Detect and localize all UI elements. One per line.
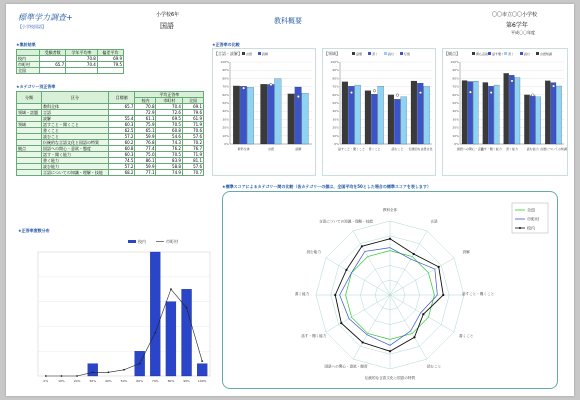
category-col-group: 平均正答率: [135, 92, 204, 98]
y-tick-label: 60%: [332, 92, 339, 97]
bar: [355, 85, 361, 144]
y-tick-label: 20%: [452, 125, 459, 130]
radar-axis-label: 話すこと・聞くこと: [461, 292, 495, 296]
category-cell-school: 75.0: [135, 152, 156, 158]
x-tick-label: 言語についての知識: [540, 147, 568, 151]
category-cell-city: 69.5: [156, 116, 182, 122]
radar-axis-label: 読解: [462, 250, 470, 254]
radar-point: [389, 238, 391, 240]
point: [139, 363, 141, 365]
category-cell-std: 57.2: [109, 164, 135, 170]
category-cell-nation: 76.7: [182, 146, 203, 152]
bar: [233, 86, 240, 144]
y-tick-label: 40%: [222, 109, 229, 114]
radar-axis-label: 読む能力: [306, 250, 321, 254]
radar-point: [422, 313, 424, 315]
bar: [488, 86, 493, 144]
category-cell-school: 77.4: [135, 146, 156, 152]
legend-swatch: [472, 52, 475, 55]
target-marker: [350, 91, 353, 94]
legend-label-school: 校内: [138, 239, 146, 244]
legend-label: 書く: [372, 52, 379, 56]
radar-point: [362, 341, 364, 343]
summary-cell: [97, 68, 123, 74]
radar-axis-label: 国語への関心・意欲・態度: [324, 364, 368, 369]
category-cell-city: 70.4: [156, 104, 182, 110]
summary-table: [16, 49, 124, 74]
legend-swatch-school: [128, 240, 136, 243]
radar-spoke: [390, 231, 427, 295]
y-tick-label: 50%: [452, 101, 459, 105]
radar-legend: [512, 203, 548, 233]
x-tick-label: 話すこと・聞くこと: [337, 147, 366, 151]
compare-legend: [352, 51, 410, 56]
radar-axis-label: 教科全体: [382, 208, 398, 212]
bar: [88, 364, 98, 376]
y-tick-label: 20%: [222, 125, 229, 130]
compare-legend: [242, 51, 268, 56]
legend-label: 話す聞く: [492, 52, 505, 56]
bar: [524, 95, 529, 144]
y-tick-label: 30%: [222, 117, 229, 122]
summary-cell: 65.7: [40, 62, 66, 68]
y-tick-label: 100%: [450, 60, 459, 64]
y-tick-label: 0%: [334, 142, 339, 146]
bar: [462, 81, 467, 144]
radar-axis-label: 伝統的な言語文化と国語の特質: [364, 376, 416, 380]
legend-label: 関心意欲: [476, 52, 489, 56]
summary-cell: 79.5: [97, 62, 123, 68]
grade-label: 小学校6年: [156, 12, 180, 18]
legend-swatch: [400, 52, 403, 55]
bar: [530, 96, 535, 144]
target-marker: [270, 83, 273, 86]
category-cell-area: 領域・話題: [17, 110, 42, 116]
legend-label: 校内: [527, 225, 535, 231]
category-cell-school: 59.9: [135, 164, 156, 170]
category-cell-kubun: 読むこと: [42, 134, 109, 140]
x-tick-label: 90%: [183, 379, 190, 383]
bar: [247, 87, 254, 144]
radar-point: [334, 294, 336, 296]
bar: [411, 81, 417, 144]
x-tick-label: 50%: [120, 379, 128, 383]
y-tick-label: 70%: [222, 84, 229, 89]
legend-marker: [519, 227, 521, 229]
category-cell-school: 61.1: [135, 116, 156, 122]
y-tick-label: 30%: [332, 117, 339, 122]
bar: [424, 86, 430, 144]
bar: [342, 82, 348, 144]
center-title: 教科概要: [274, 17, 302, 25]
bar: [401, 97, 407, 144]
legend-swatch: [258, 52, 261, 55]
x-tick-label: 60%: [136, 379, 143, 383]
category-cell-city: 74.9: [156, 170, 182, 176]
legend-label: 言語: [246, 52, 253, 56]
category-cell-city: 70.5: [156, 122, 182, 128]
category-cell-city: 58.8: [156, 164, 182, 170]
x-tick-label: 教科全体: [237, 147, 250, 151]
category-cell-area: 領域: [17, 122, 42, 128]
category-cell-area: 観点: [17, 146, 42, 152]
legend-swatch: [488, 52, 491, 55]
bar: [240, 86, 247, 144]
y-tick-label: 70%: [332, 84, 339, 89]
report-title: 標準学力調査+: [18, 13, 73, 22]
summary-col-count: 受験者数: [40, 50, 66, 56]
legend-swatch: [242, 52, 245, 55]
category-cell-school: 76.8: [135, 140, 156, 146]
x-tick-label: 言語: [267, 147, 275, 151]
legend-swatch: [384, 52, 387, 55]
y-tick-label: 40%: [332, 109, 339, 114]
category-cell-school: 86.1: [135, 158, 156, 164]
category-cell-area: [17, 170, 42, 176]
legend-label: 読む: [524, 52, 531, 56]
legend-label: 読む: [388, 52, 395, 56]
category-cell-std: 65.7: [109, 104, 135, 110]
x-tick-label: 話す・聞く能力: [480, 147, 502, 151]
dist-heading: ★正答率度数分布: [18, 228, 50, 233]
category-cell-nation: 79.6: [182, 110, 203, 116]
y-tick-label: 40%: [452, 109, 459, 114]
summary-cell: 70.8: [66, 56, 98, 62]
target-marker: [552, 85, 555, 88]
target-marker: [242, 87, 245, 90]
bar: [302, 93, 309, 144]
x-tick-label: 伝統的な言語文化: [408, 147, 433, 151]
x-tick-label: 書くこと: [368, 147, 381, 151]
y-tick-label: 10%: [452, 133, 459, 138]
x-tick-label: 国語への関心・意欲: [456, 147, 484, 151]
category-col-kubun: 区分: [42, 92, 109, 104]
bar: [394, 99, 400, 144]
category-cell-nation: 61.9: [182, 116, 203, 122]
x-tick-label: 読解: [295, 147, 302, 151]
category-cell-city: 70.5: [156, 152, 182, 158]
y-tick-label: 90%: [222, 68, 229, 73]
bar: [182, 289, 192, 376]
target-marker: [532, 94, 535, 97]
category-cell-kubun: 読む能力: [42, 164, 109, 170]
summary-cell: 69.9: [97, 56, 123, 62]
legend-label: 読解: [262, 52, 269, 56]
report-subtitle: 【小学校国語】: [18, 24, 46, 29]
category-cell-nation: 69.1: [182, 104, 203, 110]
category-cell-kubun: 読解: [42, 116, 109, 122]
y-tick-label: 80%: [222, 76, 229, 81]
summary-heading: ★集計結果: [16, 42, 36, 47]
radar-point: [340, 322, 342, 324]
bar: [371, 94, 377, 144]
radar-series-1: [340, 248, 438, 346]
x-tick-label: 10%: [58, 379, 65, 383]
x-tick-label: 20%: [73, 379, 81, 383]
summary-cell: [66, 68, 98, 74]
category-cell-school: 70.8: [135, 104, 156, 110]
bar: [509, 75, 514, 144]
grade-name: 第6学年: [506, 22, 528, 29]
y-tick-label: 0%: [454, 142, 459, 146]
legend-label: 全国: [527, 207, 535, 213]
category-cell-kubun: 伝統的な言語文化と国語の特質: [42, 140, 109, 146]
radar-point: [361, 245, 363, 247]
point: [61, 375, 63, 377]
y-tick-label: 90%: [332, 68, 339, 73]
summary-cell: [40, 68, 66, 74]
category-col-school: 校内: [135, 98, 156, 104]
bar: [288, 94, 295, 144]
y-tick-label: 100%: [330, 60, 339, 64]
category-table: [16, 91, 204, 176]
legend-swatch: [352, 52, 355, 55]
category-cell-std: 60.2: [109, 140, 135, 146]
bar: [197, 364, 207, 376]
year-label: 平成〇〇年度: [511, 30, 535, 35]
radar-chart: [222, 191, 556, 387]
point: [92, 371, 94, 373]
category-cell-kubun: 書く能力: [42, 158, 109, 164]
compare-heading: ★正答率の比較: [212, 42, 240, 47]
category-cell-nation: 71.9: [182, 122, 203, 128]
bar: [348, 86, 354, 144]
bar: [378, 86, 384, 144]
radar-axis-label: 話す・聞く能力: [301, 334, 327, 338]
category-cell-std: 74.5: [109, 158, 135, 164]
radar-spoke: [326, 258, 390, 295]
x-tick-label: 書く能力: [505, 147, 519, 151]
category-cell-nation: 71.9: [182, 152, 203, 158]
category-cell-std: 55.4: [109, 116, 135, 122]
bar: [515, 77, 520, 144]
legend-swatch: [536, 52, 539, 55]
compare-legend: [472, 51, 552, 56]
compare-group-label: 【言語・読解】: [214, 51, 242, 56]
compare-group-label: 【領域】: [324, 51, 340, 56]
report-sheet: [6, 4, 574, 396]
bar: [275, 79, 282, 144]
point: [154, 332, 156, 334]
target-marker: [419, 91, 422, 94]
point: [201, 360, 203, 362]
distribution-chart: [16, 236, 216, 388]
radar-spoke: [390, 295, 427, 359]
category-heading: ★カテゴリー別正答率: [16, 84, 56, 89]
table-row: [17, 68, 124, 74]
category-cell-nation: 57.6: [182, 134, 203, 140]
category-cell-std: 60.8: [109, 146, 135, 152]
target-marker: [396, 94, 399, 97]
legend-swatch: [368, 52, 371, 55]
category-cell-city: 76.2: [156, 146, 182, 152]
y-tick-label: 50%: [222, 101, 229, 105]
category-cell-kubun: 言語: [42, 110, 109, 116]
radar-axis-label: 書くこと: [459, 334, 474, 338]
category-cell-std: 57.2: [109, 134, 135, 140]
target-marker: [511, 80, 514, 83]
legend-label: 話聞: [356, 52, 363, 56]
category-cell-school: 59.9: [135, 134, 156, 140]
y-tick-label: 0%: [224, 142, 229, 146]
category-col-std: 目標値: [109, 92, 135, 104]
compare-chart-language: [212, 48, 316, 176]
category-cell-std: 60.3: [109, 152, 135, 158]
category-cell-std: 68.2: [109, 170, 135, 176]
y-tick-label: 90%: [452, 68, 459, 73]
legend-swatch: [504, 52, 507, 55]
bar: [483, 83, 488, 145]
bar: [365, 91, 371, 144]
radar-point: [413, 253, 415, 255]
category-col-area: 分類: [17, 92, 42, 104]
x-tick-label: 読む能力: [526, 147, 539, 151]
radar-axis-label: 書く能力: [294, 292, 310, 296]
radar-axis-label: 読むこと: [426, 364, 442, 369]
y-tick-label: 50%: [332, 101, 339, 105]
category-cell-kubun: 言語についての知識・理解・技能: [42, 170, 109, 176]
category-cell-school: 72.9: [135, 110, 156, 116]
radar-point: [389, 350, 391, 352]
category-cell-kubun: 教科全体: [42, 104, 109, 110]
summary-col-avg: 学年平均率: [66, 50, 98, 56]
bar: [268, 84, 275, 144]
target-marker: [490, 91, 493, 94]
category-cell-city: 83.9: [156, 158, 182, 164]
radar-point: [438, 266, 440, 268]
legend-swatch: [520, 52, 523, 55]
subject-label: 国語: [160, 22, 174, 30]
y-tick-label: 100%: [220, 60, 229, 64]
radar-axis-label: 言語: [430, 219, 438, 224]
legend-label: 書く: [508, 52, 515, 56]
summary-col-dev: 偏差平均: [97, 50, 123, 56]
y-tick-label: 80%: [332, 76, 339, 81]
y-tick-label: 10%: [222, 133, 229, 138]
category-cell-nation: 81.1: [182, 158, 203, 164]
target-marker: [373, 89, 376, 92]
x-tick-label: 0%: [43, 379, 49, 383]
target-marker: [469, 91, 472, 94]
bar: [166, 302, 176, 376]
category-cell-nation: 70.6: [182, 128, 203, 134]
category-cell-nation: 70.2: [182, 140, 203, 146]
point: [107, 371, 109, 373]
table-row: [17, 170, 204, 176]
category-cell-std: 62.5: [109, 128, 135, 134]
radar-spoke: [390, 295, 454, 332]
category-cell-kubun: 国語への関心・意欲・態度: [42, 146, 109, 152]
y-tick-label: 10%: [332, 133, 339, 138]
category-col-nation: 全国: [182, 98, 203, 104]
category-cell-city: 74.3: [156, 140, 182, 146]
category-col-city: 市町村: [156, 98, 182, 104]
category-cell-city: 72.6: [156, 110, 182, 116]
category-cell-nation: 70.7: [182, 170, 203, 176]
bar: [504, 73, 509, 144]
y-tick-label: 30%: [452, 117, 459, 122]
legend-label: 言語知識: [540, 52, 553, 56]
legend-label: 市町村: [527, 216, 539, 222]
bar: [556, 86, 561, 144]
legend-label: 伝統: [404, 52, 411, 56]
y-tick-label: 20%: [332, 125, 339, 130]
target-marker: [297, 95, 300, 98]
category-cell-school: 77.1: [135, 170, 156, 176]
compare-chart-domain: [322, 48, 436, 176]
summary-row-label: 校内: [17, 56, 40, 62]
category-cell-nation: 57.6: [182, 164, 203, 170]
category-cell-kubun: 書くこと: [42, 128, 109, 134]
x-tick-label: 30%: [89, 379, 97, 383]
category-cell-school: 65.1: [135, 128, 156, 134]
x-tick-label: 読むこと: [391, 147, 404, 151]
legend-label-city: 市町村: [166, 239, 178, 244]
bar: [545, 81, 550, 144]
bar: [536, 97, 541, 144]
summary-row-label: 全国: [17, 68, 40, 74]
x-tick-label: 40%: [105, 379, 112, 383]
category-cell-std: 60.3: [109, 122, 135, 128]
summary-cell: 70.4: [66, 62, 98, 68]
x-tick-label: 70%: [151, 379, 159, 383]
x-tick-label: 100%: [197, 379, 207, 383]
point: [123, 369, 125, 371]
point: [170, 288, 172, 290]
point: [76, 375, 78, 377]
y-tick-label: 80%: [452, 76, 459, 81]
school-name: 〇〇市立〇〇小学校: [492, 12, 538, 18]
point: [186, 307, 188, 309]
bar: [494, 85, 499, 144]
summary-row-label: 市町村: [17, 62, 40, 68]
x-tick-label: 80%: [167, 379, 175, 383]
category-cell-city: 60.8: [156, 128, 182, 134]
bar: [261, 84, 268, 144]
y-tick-label: 70%: [452, 84, 459, 89]
y-tick-label: 60%: [222, 92, 229, 97]
bar: [150, 252, 160, 376]
radar-heading: ★標準スコアによるカテゴリー間の比較（各カテゴリーの値は、全国平均を50とした場合の標準スコアを表します）: [222, 184, 431, 189]
y-tick-label: 60%: [452, 92, 459, 97]
category-cell-kubun: 話す・聞く能力: [42, 152, 109, 158]
point: [45, 375, 47, 377]
bar: [473, 81, 478, 144]
radar-point: [413, 336, 415, 338]
category-cell-school: 75.9: [135, 122, 156, 128]
bar: [388, 95, 394, 144]
compare-group-label: 【観点】: [444, 51, 460, 56]
compare-chart-viewpoint: [442, 48, 568, 176]
radar-point: [442, 294, 444, 296]
series-line-city: [46, 289, 202, 376]
category-cell-city: 54.6: [156, 134, 182, 140]
radar-axis-label: 言語についての知識・理解・技能: [319, 219, 373, 224]
category-cell-kubun: 話すこと・聞くこと: [42, 122, 109, 128]
radar-point: [345, 269, 347, 271]
bar: [551, 83, 556, 144]
